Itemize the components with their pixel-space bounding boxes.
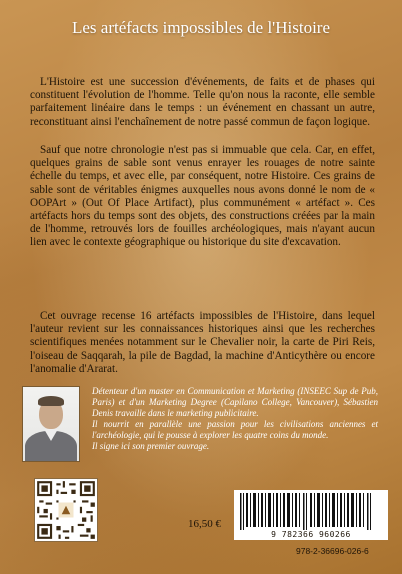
qr-code bbox=[34, 478, 98, 542]
author-bio bbox=[92, 386, 378, 452]
author-bio-line-2: Il nourrit en parallèle une passion pour les civilisations anciennes et l'archéologie, qui le pousse à explorer les quatre coins du monde. bbox=[92, 419, 378, 440]
isbn-barcode bbox=[234, 490, 388, 540]
barcode-bars bbox=[234, 490, 388, 532]
author-bio-line-3: Il signe ici son premier ouvrage. bbox=[92, 441, 210, 451]
barcode-digits: 9 782366 960266 bbox=[234, 530, 388, 540]
price: 16,50 € bbox=[188, 518, 221, 530]
author-bio-line-1: Détenteur d'un master en Communication et Marketing (INSEEC Sup de Pub, Paris) et d'un Marketing Degree (Capilano College, Vancouver), Sébastien Denis travaille dans le marketing publicitaire. bbox=[92, 386, 378, 418]
summary-paragraph-3: Cet ouvrage recense 16 artéfacts impossibles de l'Histoire, dans lequel l'auteur revient sur les connaissances historiques ainsi que les recherches scientifiques menées notamment sur le Chevalier noir, la carte de Piri Reis, l'oiseau de Saqqarah, la pile de Bagdad, la machine d'Anticythère ou encore l'anomalie d'Ararat. bbox=[30, 310, 375, 375]
summary-paragraph-2: Sauf que notre chronologie n'est pas si immuable que cela. Car, en effet, quelques grains de sable sont venus enrayer les rouages de notre sainte échelle du temps, et avec elle, par conséquent, notre Histoire. Ces grains de sable sont de véritables énigmes auxquelles nous avons donné le nom de « OOPArt » (Out Of Place Artifact), plus communément « artéfact ». Ces artéfacts hors du temps sont des objets, des constructions créées par la main de l'homme, retrouvés lors de fouilles archéologiques, mais n'ayant aucun lien avec le contexte géographique ou historique du site d'excavation. bbox=[30, 144, 375, 249]
summary-paragraph-1: L'Histoire est une succession d'événements, de faits et de phases qui constituent l'évolution de l'homme. Telle qu'on nous la raconte, elle semble parfaitement linéaire dans le temps : un événement en chassant un autre, reconstituant ainsi l'enchaînement de notre passé commun de façon logique. bbox=[30, 76, 375, 128]
isbn-number: 978-2-36696-026-6 bbox=[296, 546, 369, 556]
book-title: Les artéfacts impossibles de l'Histoire bbox=[72, 18, 330, 37]
author-photo bbox=[22, 386, 80, 462]
